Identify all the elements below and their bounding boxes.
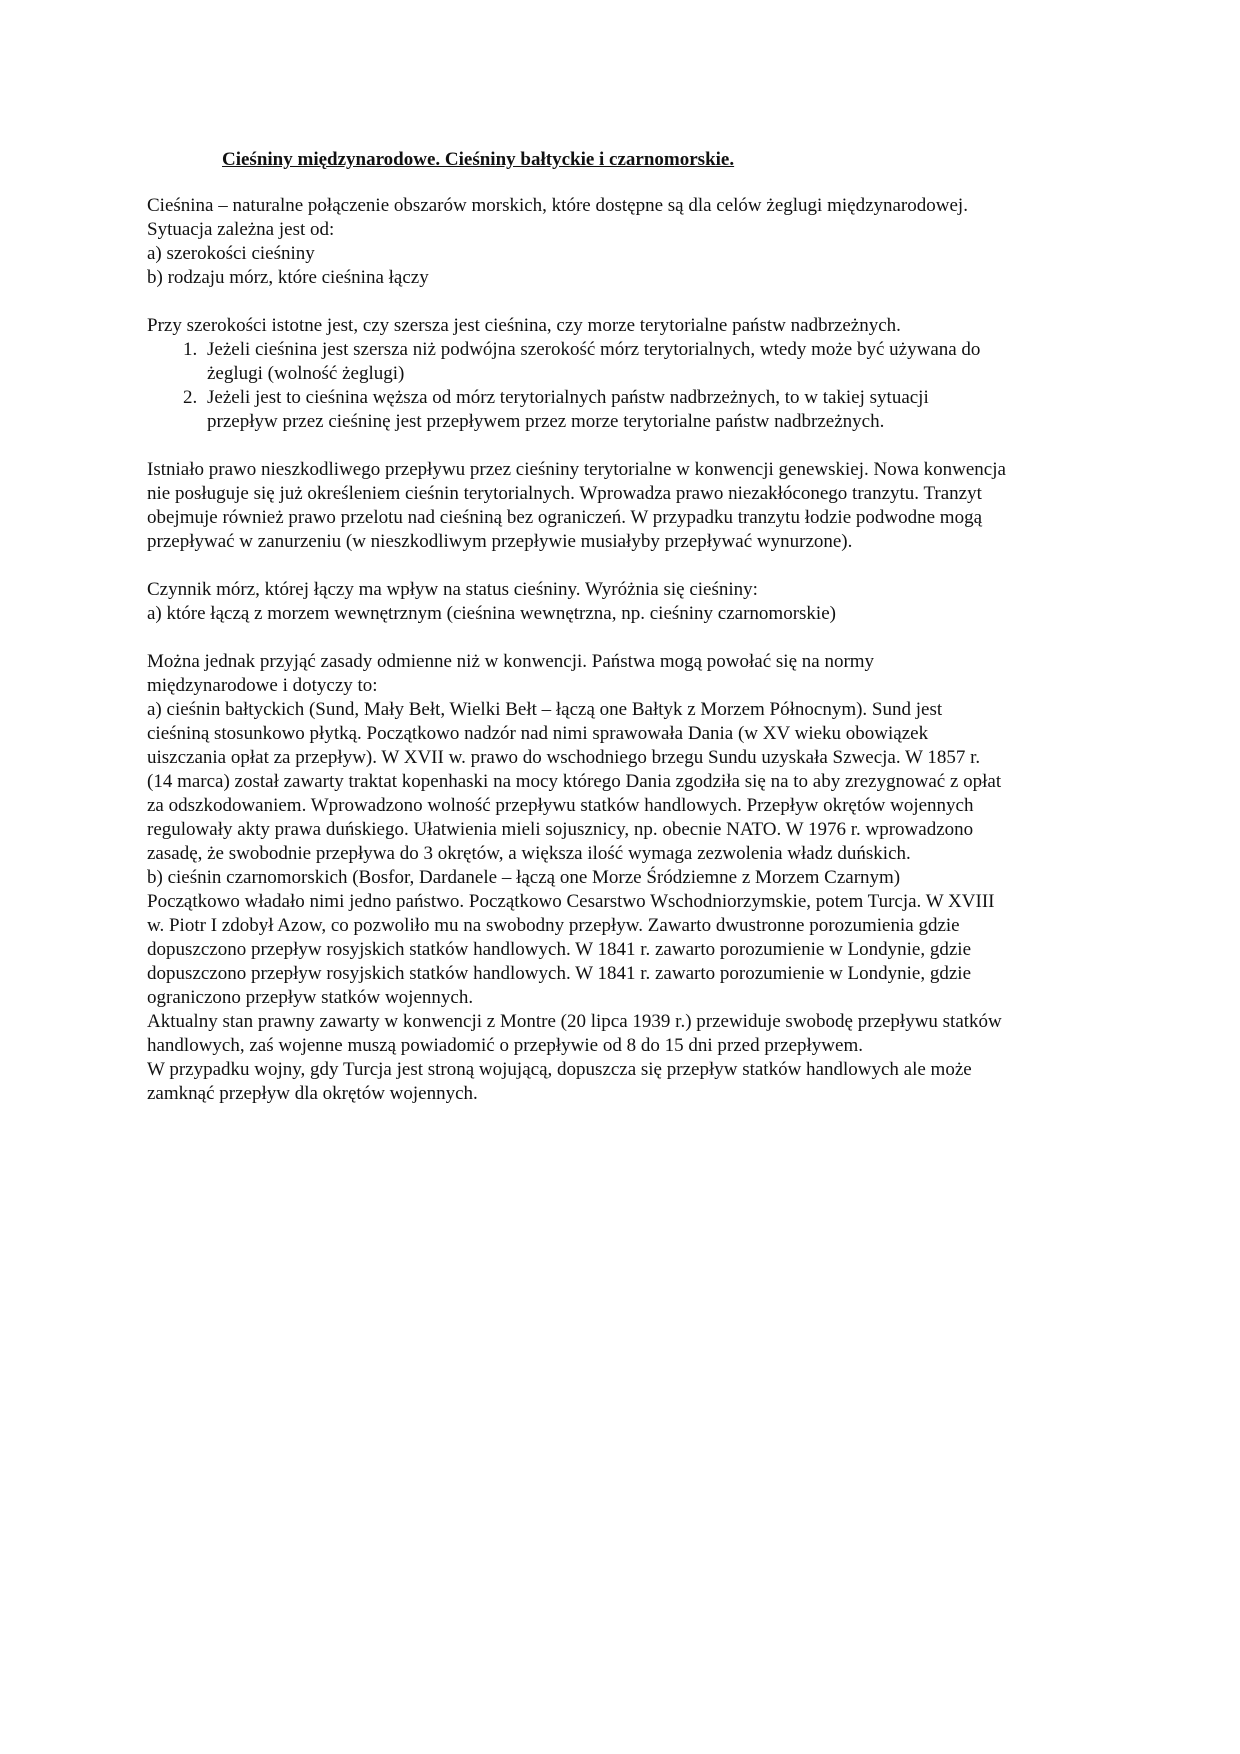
text-line: międzynarodowe i dotyczy to: — [147, 675, 378, 696]
text-line: Sytuacja zależna jest od: — [147, 219, 335, 240]
text-line: Przy szerokości istotne jest, czy szersza jest cieśnina, czy morze terytorialne państw nadbrzeżnych. — [147, 315, 901, 336]
text-line: ograniczono przepływ statków wojennych. — [147, 987, 474, 1008]
text-line: obejmuje również prawo przelotu nad cieśniną bez ograniczeń. W przypadku tranzytu łodzie podwodne mogą — [147, 507, 982, 528]
text-line: b) cieśnin czarnomorskich (Bosfor, Dardanele – łączą one Morze Śródziemne z Morzem Czarnym) — [147, 867, 901, 888]
paragraph-definition — [147, 194, 1127, 290]
text-line: a) szerokości cieśniny — [147, 243, 315, 264]
text-line: cieśniną stosunkowo płytką. Początkowo nadzór nad nimi sprawowała Dania (w XV wieku obowiązek — [147, 723, 929, 744]
list-text — [147, 338, 1127, 386]
text-line: przepływ przez cieśninę jest przepływem przez morze terytorialne państw nadbrzeżnych. — [207, 411, 885, 432]
text-line: dopuszczono przepływ rosyjskich statków handlowych. W 1841 r. zawarto porozumienie w Londynie, gdzie — [147, 939, 972, 960]
text-line: regulowały akty prawa duńskiego. Ułatwienia mieli sojusznicy, np. obecnie NATO. W 1976 r. wprowadzono — [147, 819, 974, 840]
text-line: Jeżeli cieśnina jest szersza niż podwójna szerokość mórz terytorialnych, wtedy może być używana do — [207, 339, 981, 360]
paragraph-transit — [147, 458, 1127, 554]
numbered-list-item — [147, 338, 1127, 386]
numbered-list-item — [147, 386, 1127, 434]
text-line: a) które łączą z morzem wewnętrznym (cieśnina wewnętrzna, np. cieśniny czarnomorskie) — [147, 603, 836, 624]
text-line: zamknąć przepływ dla okrętów wojennych. — [147, 1083, 478, 1104]
paragraph-width — [147, 314, 1127, 434]
text-line: Można jednak przyjąć zasady odmienne niż w konwencji. Państwa mogą powołać się na normy — [147, 651, 875, 672]
paragraph-gap — [147, 554, 1127, 578]
text-line: handlowych, zaś wojenne muszą powiadomić o przepływie od 8 do 15 dni przed przepływem. — [147, 1035, 863, 1056]
text-line: przepływać w zanurzeniu (w nieszkodliwym przepływie musiałyby przepływać wynurzone). — [147, 531, 853, 552]
text-line: b) rodzaju mórz, które cieśnina łączy — [147, 267, 429, 288]
text-line: uiszczania opłat za przepływ). W XVII w. prawo do wschodniego brzegu Sundu uzyskała Szwecja. W 1857 r. — [147, 747, 981, 768]
text-line: za odszkodowaniem. Wprowadzono wolność przepływu statków handlowych. Przepływ okrętów wojennych — [147, 795, 974, 816]
text-line: w. Piotr I zdobył Azow, co pozwoliło mu na swobodny przepływ. Zawarto dwustronne porozumienia gdzie — [147, 915, 960, 936]
text-line: Istniało prawo nieszkodliwego przepływu przez cieśniny terytorialne w konwencji genewskiej. Nowa konwencja — [147, 459, 1006, 480]
paragraph-gap — [147, 290, 1127, 314]
text-line: Czynnik mórz, której łączy ma wpływ na status cieśniny. Wyróżnia się cieśniny: — [147, 579, 758, 600]
text-line: nie posługuje się już określeniem cieśnin terytorialnych. Wprowadza prawo niezakłóconego tranzytu. Tranzyt — [147, 483, 982, 504]
text-line: (14 marca) został zawarty traktat kopenhaski na mocy którego Dania zgodziła się na to aby zrezygnować z opłat — [147, 771, 1002, 792]
text-line: żeglugi (wolność żeglugi) — [207, 363, 405, 384]
list-number: 1. — [183, 339, 198, 360]
text-line: a) cieśnin bałtyckich (Sund, Mały Bełt, Wielki Bełt – łączą one Bałtyk z Morzem Północnym). Sund jest — [147, 699, 943, 720]
list-number: 2. — [183, 387, 198, 408]
text-line: zasadę, że swobodnie przepływa do 3 okrętów, a większa ilość wymaga zezwolenia władz duńskich. — [147, 843, 911, 864]
text-line: Jeżeli jest to cieśnina węższa od mórz terytorialnych państw nadbrzeżnych, to w takiej sytuacji — [207, 387, 929, 408]
paragraph-seas-factor — [147, 578, 1127, 626]
list-text — [147, 386, 1127, 434]
document-title: Cieśniny międzynarodowe. Cieśniny bałtyckie i czarnomorskie. — [222, 149, 735, 170]
text-line: Początkowo władało nimi jedno państwo. Początkowo Cesarstwo Wschodniorzymskie, potem Turcja. W XVIII — [147, 891, 995, 912]
text-line: W przypadku wojny, gdy Turcja jest stroną wojującą, dopuszcza się przepływ statków handlowych ale może — [147, 1059, 972, 1080]
paragraph-exceptions — [147, 650, 1127, 1106]
text-line: Cieśnina – naturalne połączenie obszarów morskich, które dostępne są dla celów żeglugi międzynarodowej. — [147, 195, 968, 216]
text-line: Aktualny stan prawny zawarty w konwencji z Montre (20 lipca 1939 r.) przewiduje swobodę przepływu statków — [147, 1011, 1002, 1032]
paragraph-gap — [147, 626, 1127, 650]
document-body — [147, 194, 1127, 1106]
text-line: dopuszczono przepływ rosyjskich statków handlowych. W 1841 r. zawarto porozumienie w Londynie, gdzie — [147, 963, 972, 984]
paragraph-gap — [147, 434, 1127, 458]
